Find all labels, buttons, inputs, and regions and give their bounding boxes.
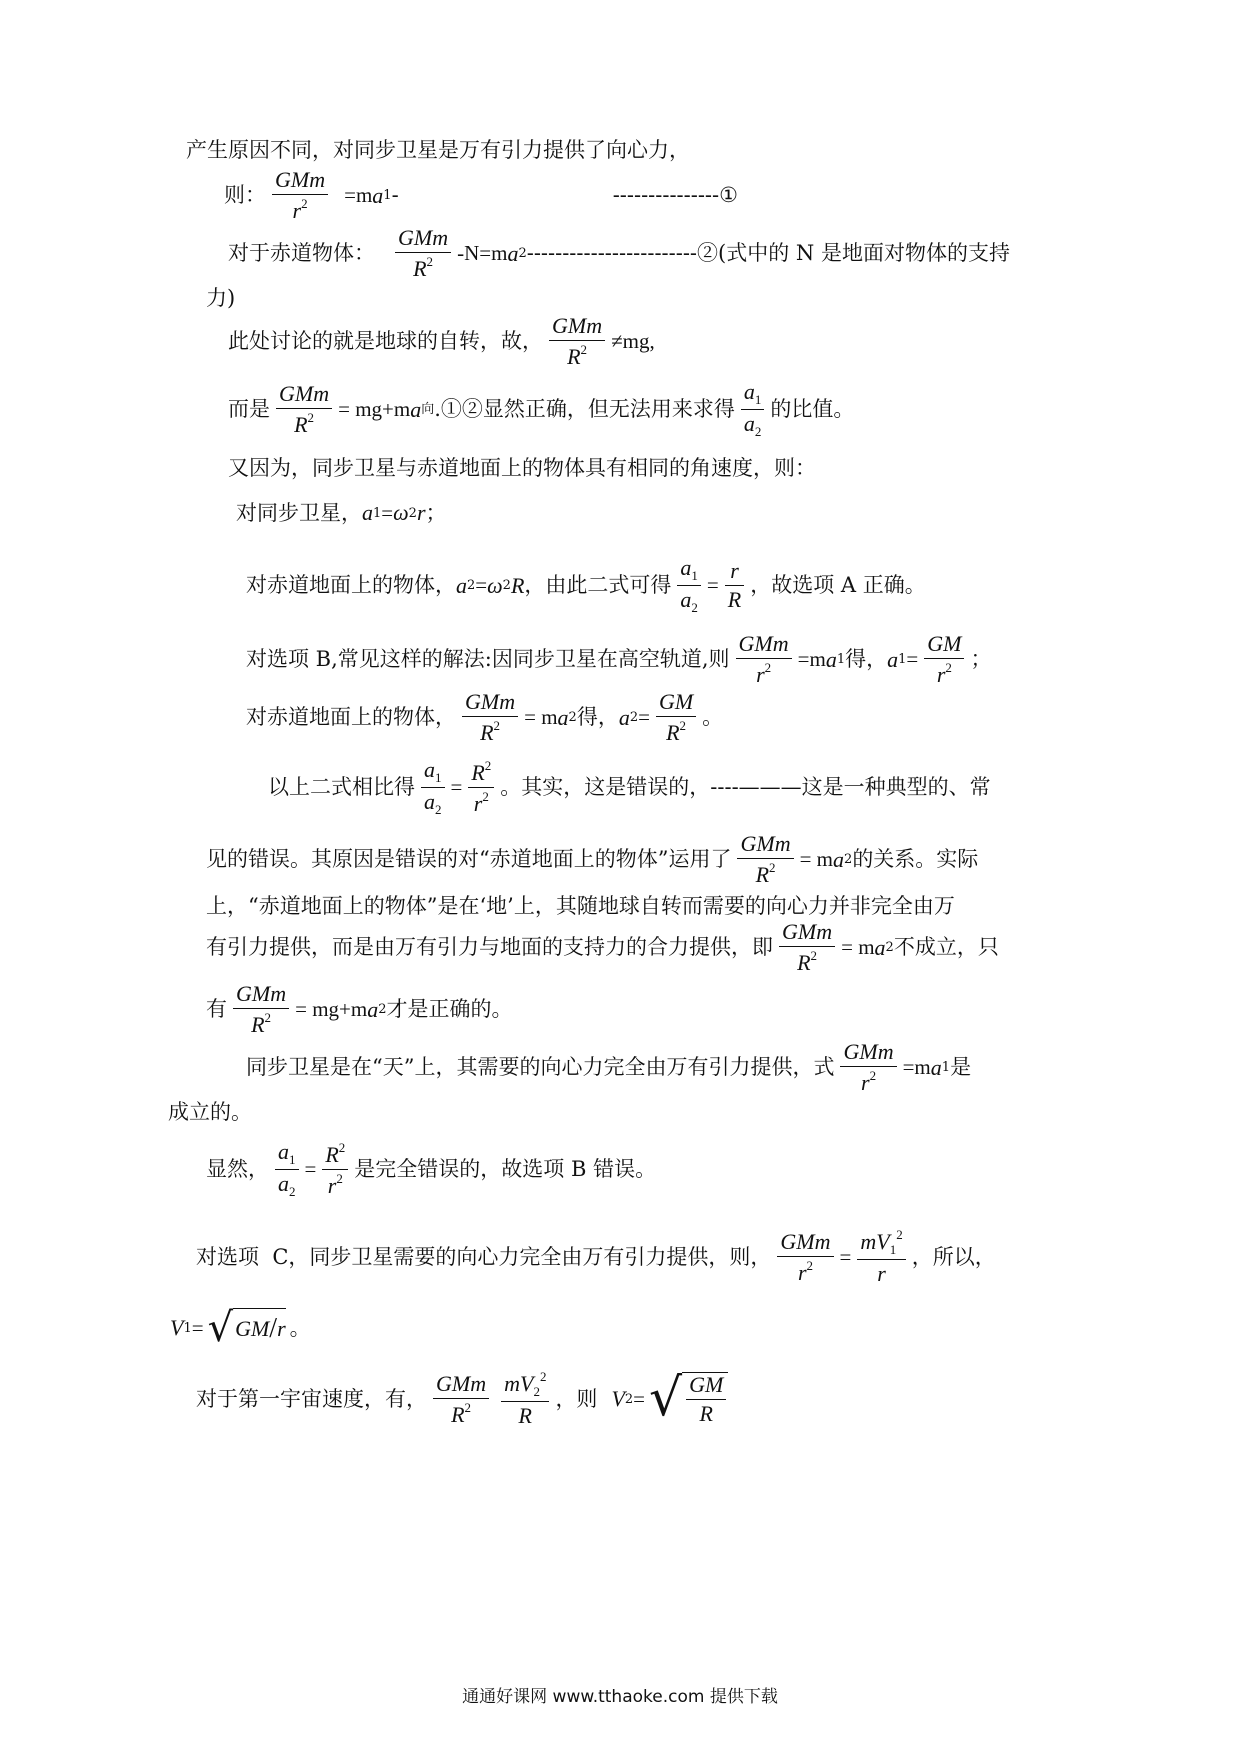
square-root: √ $\frac{GM}{R}$	[649, 1372, 728, 1426]
equation-line: 对赤道地面上的物体， $\frac{\text{GMm}}{R^2}$ = m a 2 得， a 2 = $\frac{GM}{R^2}$ 。	[246, 689, 724, 746]
text: -	[391, 183, 399, 208]
text: 有	[206, 997, 227, 1022]
text: 对同步卫星，	[236, 500, 362, 525]
fraction: $\frac{\text{GMm}}{r^2}$	[777, 1230, 833, 1285]
fraction: $\frac{GM}{R^2}$	[656, 690, 696, 745]
text: 对选项 C，同步卫星需要的向心力完全由万有引力提供，则，	[196, 1244, 772, 1269]
text: 。其实，这是错误的，----———这是一种典型的、常	[500, 775, 991, 800]
equation-line: 而是 $\frac{\text{GMm}}{R^2}$ = mg+m a 向 .①②显然正确，但无法用来求得 $\frac{a_1}{a_2}$ 的比值。	[228, 379, 855, 440]
fraction: $\frac{\text{GMm}}{r^2}$	[736, 632, 792, 687]
fraction: $\frac{\text{GMm}}{R^2}$	[549, 314, 605, 369]
equation-line: 对同步卫星， a 1 = ω 2 r ；	[236, 500, 447, 525]
fraction: $\frac{a_1}{a_2}$	[421, 758, 445, 818]
text: 对于第一宇宙速度，有，	[196, 1386, 427, 1411]
equation-line: 显然， $\frac{a_1}{a_2}$ = $\frac{R^2}{r^2}$ 是完全错误的，故选项 B 错误。	[206, 1139, 657, 1200]
fraction: $\frac{a_1}{a_2}$	[741, 380, 765, 440]
text: 同步卫星是在“天”上，其需要的向心力完全由万有引力提供，式	[246, 1055, 835, 1080]
text-line	[206, 896, 955, 917]
text: 是完全错误的，故选项 B 错误。	[354, 1157, 657, 1182]
equation-line: 则： $\frac{\text{GMm}}{r^2}$ = m a 1 - ---------------①	[224, 167, 738, 224]
text: ，所以，	[911, 1244, 996, 1269]
text: ，则	[555, 1386, 598, 1411]
fraction: $\frac{\text{GMm}}{R^2}$	[233, 982, 289, 1037]
text: 而是	[228, 397, 270, 422]
equation-line: 有引力提供，而是由万有引力与地面的支持力的合力提供，即 $\frac{\text{GMm}}{R^2}$ = m a 2 不成立，只	[206, 919, 999, 976]
fraction: $\frac{R^2}{r^2}$	[322, 1141, 348, 1198]
fraction: $\frac{r}{R}$	[725, 559, 744, 612]
text: 对赤道地面上的物体，	[246, 705, 456, 730]
text: 才是正确的。	[386, 997, 513, 1022]
equation-line: V 1 = √ GM / r 。	[170, 1305, 311, 1351]
text: 对选项 B,常见这样的解法:因同步卫星在高空轨道,则	[246, 647, 730, 672]
text: .①②显然正确，但无法用来求得	[434, 397, 735, 422]
fraction: $\frac{\text{GMm}}{R^2}$	[779, 920, 835, 975]
equation-line: 对选项 C，同步卫星需要的向心力完全由万有引力提供，则， $\frac{\text{GMm}}{r^2}$ = $\frac{mV_1^2}{r}$ ，所以，	[196, 1227, 996, 1287]
fraction: $\frac{a_1}{a_2}$	[677, 556, 701, 616]
fraction: $\frac{mV_1^2}{r}$	[857, 1228, 905, 1286]
equation-line: 同步卫星是在“天”上，其需要的向心力完全由万有引力提供，式 $\frac{\text{GMm}}{r^2}$ =m a 1 是	[246, 1039, 972, 1096]
fraction: $\frac{R^2}{r^2}$	[468, 759, 494, 816]
numerator: GMm	[275, 167, 326, 192]
text: 又因为，同步卫星与赤道地面上的物体具有相同的角速度，则：	[228, 456, 816, 480]
math-text: -N=m	[457, 241, 508, 266]
equation-line: 以上二式相比得 $\frac{a_1}{a_2}$ = $\frac{R^2}{r^2}$ 。其实，这是错误的，----———这是一种典型的、常	[268, 757, 991, 818]
text: 成立的。	[168, 1100, 252, 1124]
text: ，故选项 A 正确。	[750, 573, 926, 598]
text: 的关系。实际	[852, 847, 979, 872]
math-symbol: =	[344, 183, 356, 208]
denominator: $r^2$	[292, 196, 308, 224]
equation-line: 对于第一宇宙速度，有， $\frac{\text{GMm}}{R^2}$ $\frac{mV_2^2}{R}$ ，则 V 2 = √ $\frac{GM}{R}$	[196, 1370, 732, 1428]
text: 以上二式相比得	[268, 775, 415, 800]
text: 。	[289, 1315, 311, 1340]
text-line	[186, 140, 690, 161]
equation-line	[228, 314, 655, 369]
equation-line: 对选项 B,常见这样的解法:因同步卫星在高空轨道,则 $\frac{\text{GMm}}{r^2}$ =m a 1 得， a 1 = $\frac{GM}{r^2}$ ；	[246, 631, 992, 688]
fraction	[272, 168, 328, 223]
equation-line: 见的错误。其原因是错误的对“赤道地面上的物体”运用了 $\frac{\text{GMm}}{R^2}$ = m a 2 的关系。实际	[206, 831, 979, 888]
equation-line: 对赤道地面上的物体， a 2 = ω 2 R ，由此二式可得 $\frac{a_1}{a_2}$ = $\frac{r}{R}$ ，故选项 A 正确。	[246, 555, 926, 616]
text: 对赤道地面上的物体，	[246, 573, 456, 598]
page-footer: 通通好课网 www.tthaoke.com 提供下载	[462, 1687, 778, 1707]
fraction: $\frac{\text{GMm}}{R^2}$	[395, 226, 451, 281]
fraction: $\frac{a_1}{a_2}$	[275, 1140, 299, 1200]
text: 对于赤道物体：	[228, 241, 375, 266]
fraction: $\frac{GM}{r^2}$	[924, 632, 964, 687]
text: 产生原因不同，对同步卫星是万有引力提供了向心力，	[186, 138, 690, 162]
fraction: $\frac{\text{GMm}}{R^2}$	[276, 382, 332, 437]
fraction: $\frac{mV_2^2}{R}$	[501, 1370, 549, 1428]
text: 显然，	[206, 1157, 269, 1182]
text: 上，“赤道地面上的物体”是在‘地’上，其随地球自转而需要的向心力并非完全由万	[206, 894, 955, 918]
square-root: √ GM / r	[207, 1305, 286, 1351]
text: ，由此二式可得	[524, 573, 672, 598]
text-line	[168, 1102, 252, 1123]
fraction: $\frac{\text{GMm}}{R^2}$	[737, 832, 793, 887]
text-line	[228, 458, 816, 479]
text: 力)	[206, 286, 236, 310]
equation-line: 对于赤道物体： $\frac{\text{GMm}}{R^2}$ -N=m a 2 ------------------------②(式中的 N 是地面对物体的支持	[228, 225, 1010, 282]
text: ；	[425, 500, 447, 525]
text: ------------------------②(式中的 N 是地面对物体的支持	[526, 241, 1010, 266]
text: 是	[950, 1055, 972, 1080]
text: 不成立，只	[893, 935, 999, 960]
text: 有引力提供，而是由万有引力与地面的支持力的合力提供，即	[206, 935, 773, 960]
text-line	[206, 288, 235, 309]
text: ---------------①	[612, 183, 738, 208]
text: 则：	[224, 183, 266, 208]
math-text: = mg+m	[338, 397, 411, 422]
equation-line: 有 $\frac{\text{GMm}}{R^2}$ = mg+m a 2 才是正确的。	[206, 981, 513, 1038]
fraction: $\frac{\text{GMm}}{R^2}$	[462, 690, 518, 745]
text: 此处讨论的就是地球的自转，故，	[228, 329, 543, 354]
text: 的比值。	[770, 397, 855, 422]
math-text: ≠mg,	[611, 329, 655, 354]
fraction: $\frac{\text{GMm}}{r^2}$	[840, 1040, 896, 1095]
fraction: $\frac{\text{GMm}}{R^2}$	[433, 1372, 489, 1427]
text: 见的错误。其原因是错误的对“赤道地面上的物体”运用了	[206, 847, 732, 872]
